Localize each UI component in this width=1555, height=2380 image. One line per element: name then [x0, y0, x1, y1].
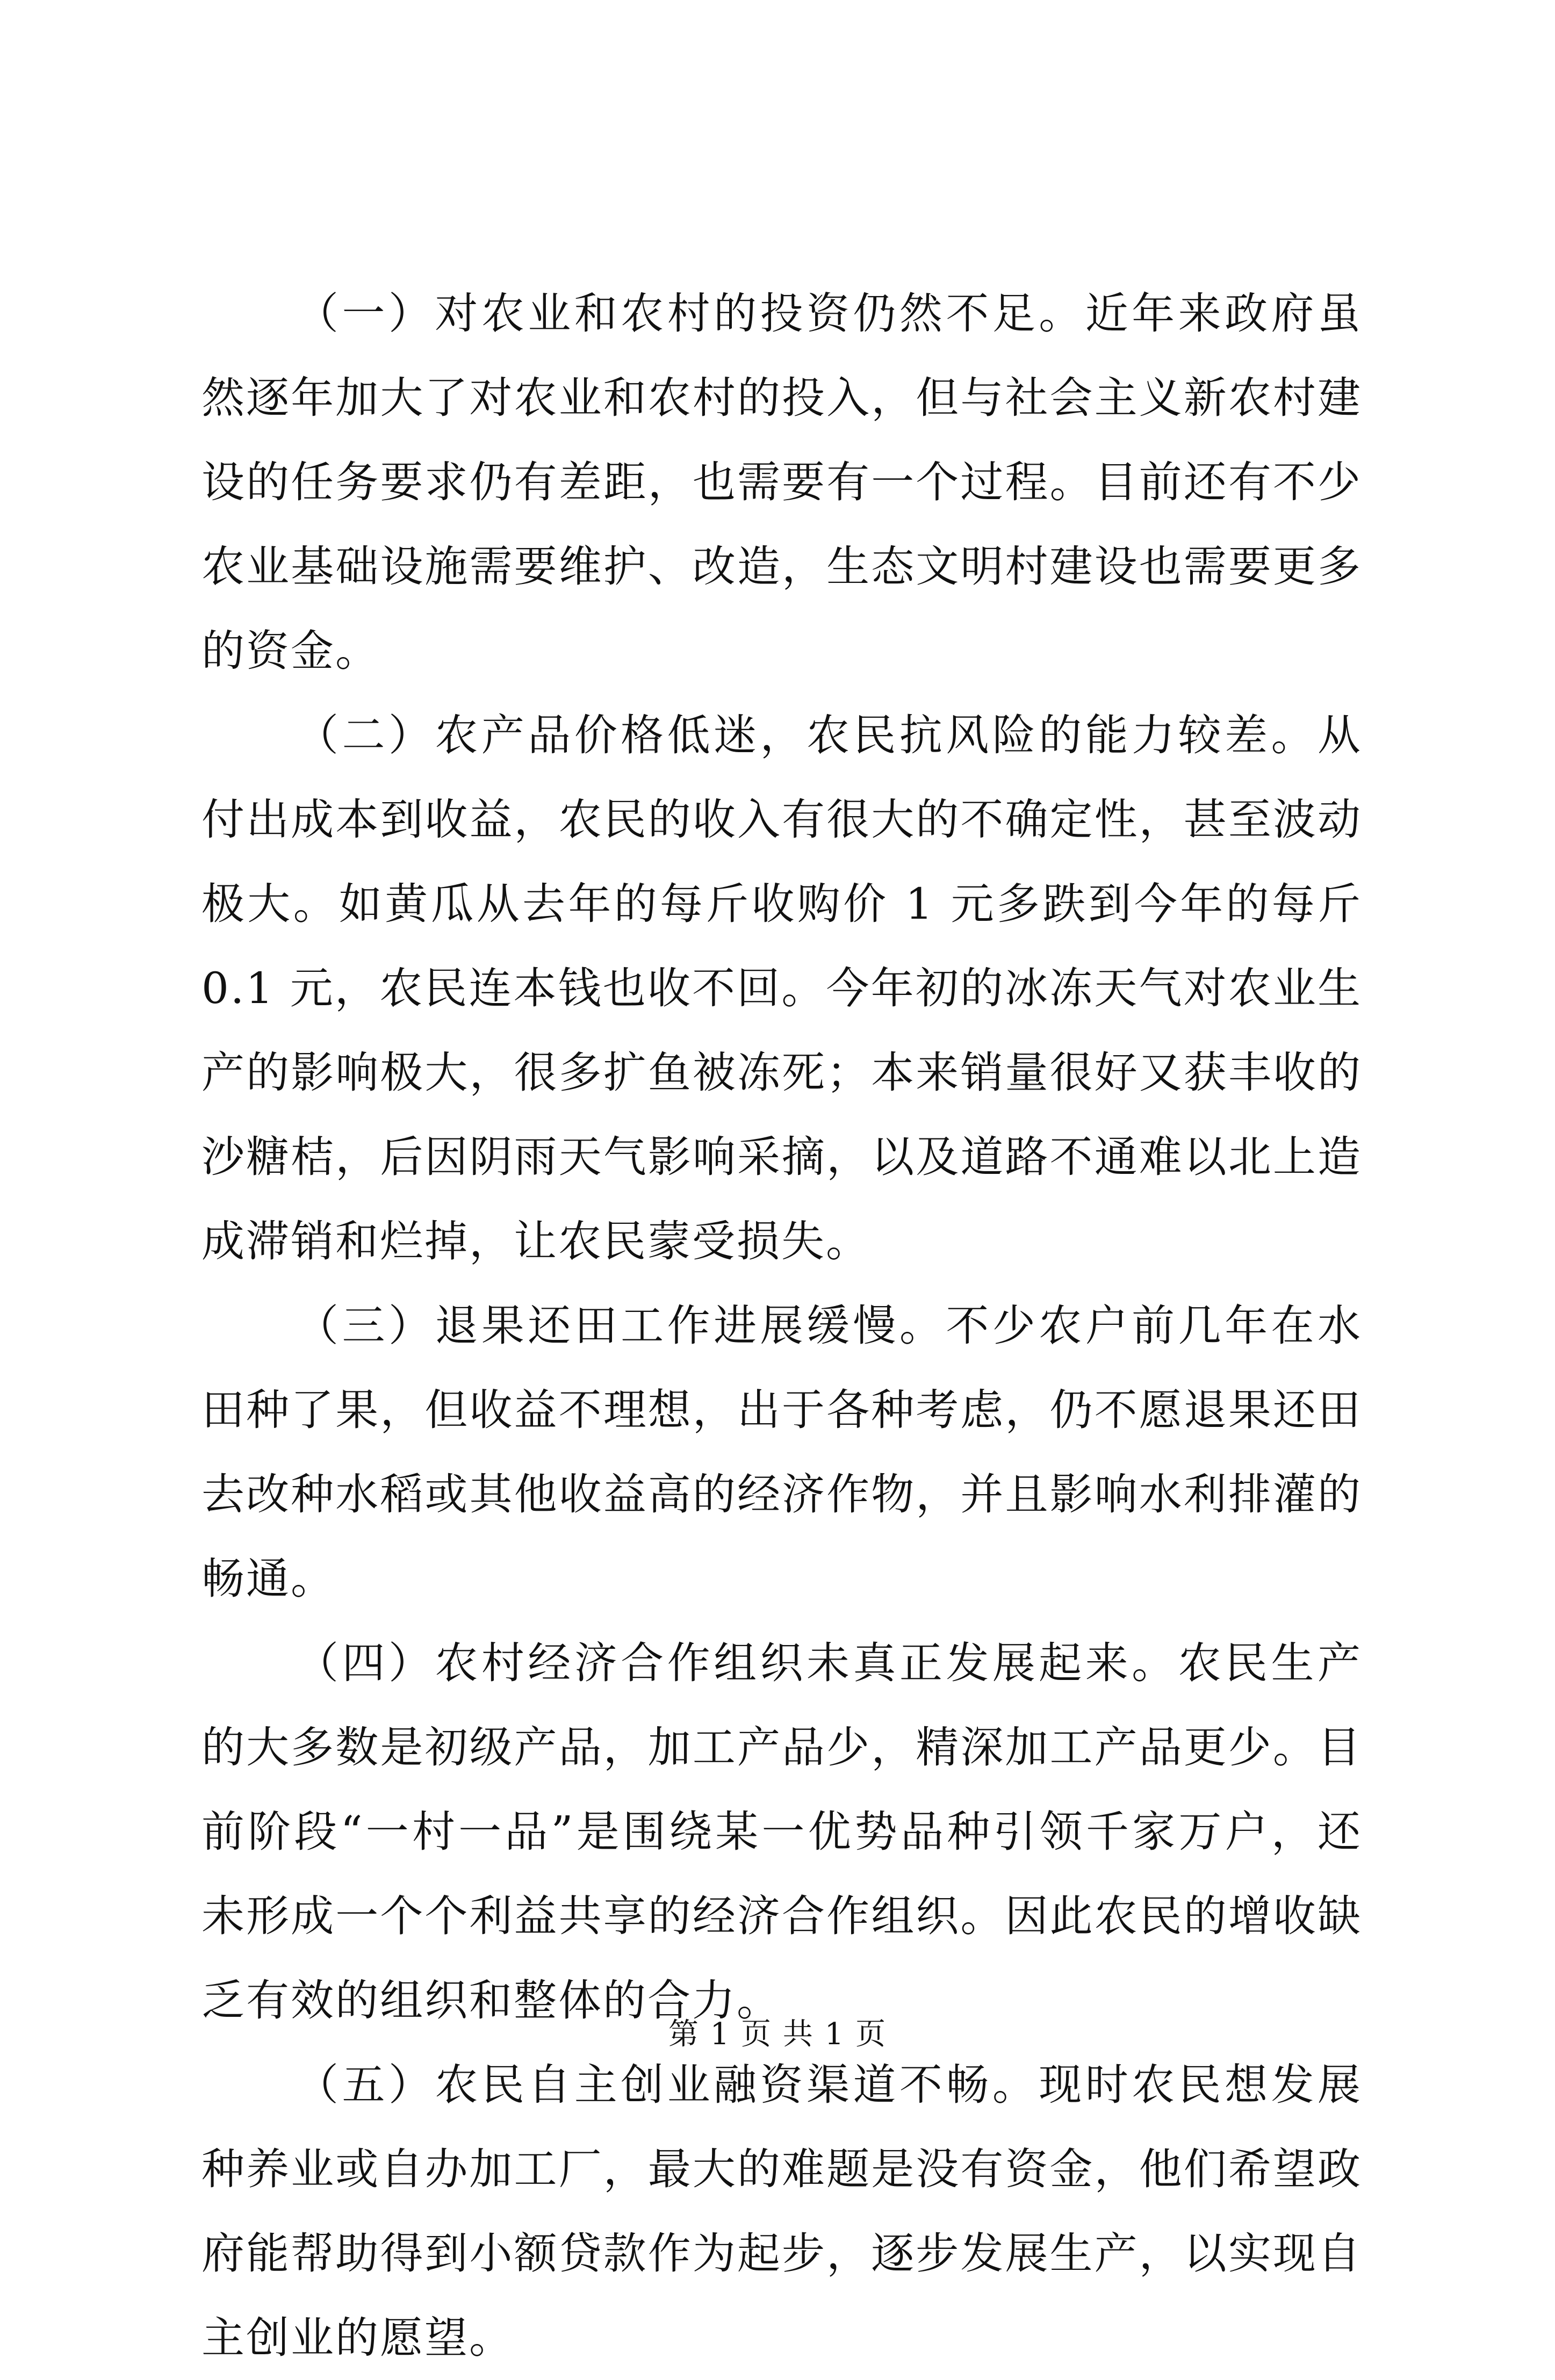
- document-body: [201, 271, 1362, 2380]
- page-footer: 第 1 页 共 1 页: [668, 2017, 887, 2052]
- paragraph-5: （五）农民自主创业融资渠道不畅。现时农民想发展种养业或自办加工厂，最大的难题是没有资金，他们希望政府能帮助得到小额贷款作为起步，逐步发展生产，以实现自主创业的愿望。: [201, 2060, 1362, 2363]
- paragraph-4: （四）农村经济合作组织未真正发展起来。农民生产的大多数是初级产品，加工产品少，精深加工产品更少。目前阶段“一村一品”是围绕某一优势品种引领千家万户，还未形成一个个利益共享的经济合作组织。因此农民的增收缺乏有效的组织和整体的合力。: [201, 1638, 1362, 2025]
- paragraph-1: （一）对农业和农村的投资仍然不足。近年来政府虽然逐年加大了对农业和农村的投入，但与社会主义新农村建设的任务要求仍有差距，也需要有一个过程。目前还有不少农业基础设施需要维护、改造，生态文明村建设也需要更多的资金。: [201, 289, 1362, 676]
- paragraph-3: （三）退果还田工作进展缓慢。不少农户前几年在水田种了果，但收益不理想，出于各种考虑，仍不愿退果还田去改种水稻或其他收益高的经济作物，并且影响水利排灌的畅通。: [201, 1301, 1362, 1604]
- paragraph-2: （二）农产品价格低迷，农民抗风险的能力较差。从付出成本到收益，农民的收入有很大的不确定性，甚至波动极大。如黄瓜从去年的每斤收购价 1 元多跌到今年的每斤 0.1 元，农民连本钱也收不回。今年初的冰冻天气对农业生产的影响极大，很多扩鱼被冻死；本来销量很好又获丰收的沙糖桔，后因阴雨天气影响采摘，以及道路不通难以北上造成滞销和烂掉，让农民蒙受损失。: [201, 710, 1362, 1266]
